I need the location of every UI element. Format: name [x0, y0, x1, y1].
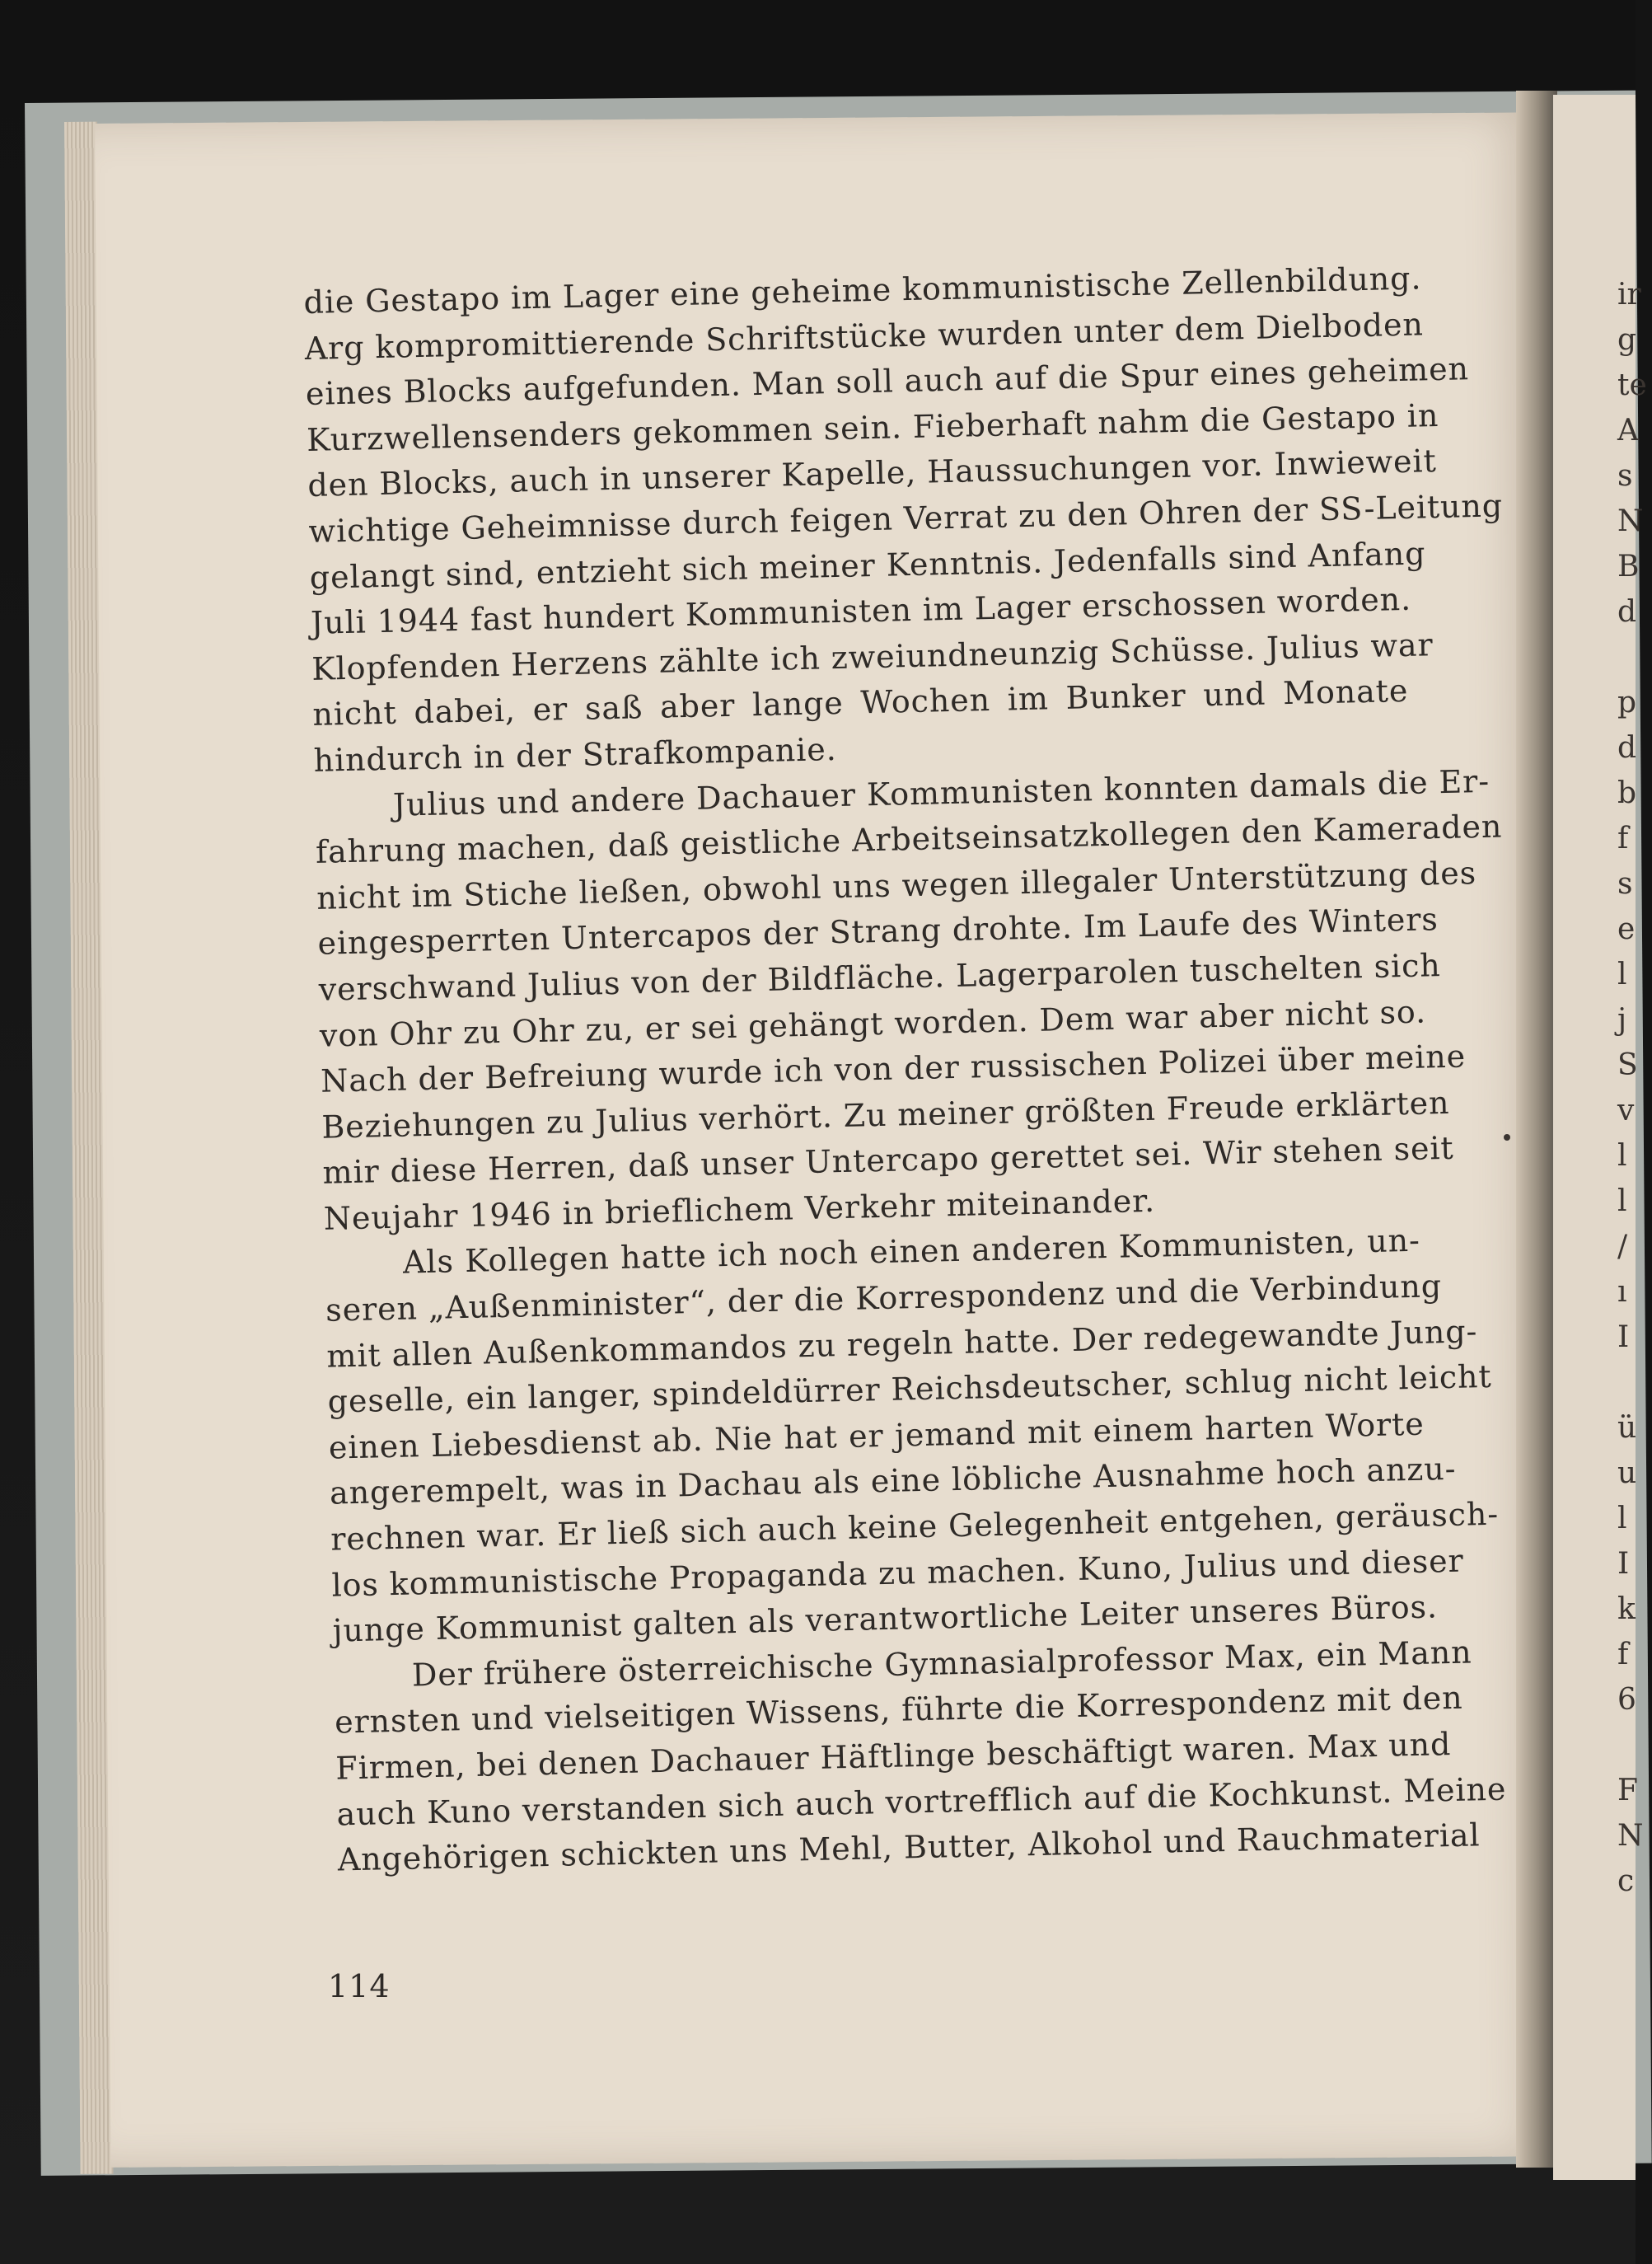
fragment-letter: l — [1617, 1184, 1627, 1218]
text-line: angerempelt, was in Dachau als eine löbliche Ausnahme hoch anzu- — [329, 1451, 1457, 1512]
text-line: geselle, ein langer, spindeldürrer Reichsdeutscher, schlug nicht leicht — [327, 1358, 1493, 1420]
text-line: eines Blocks aufgefunden. Man soll auch auf die Spur eines geheimen — [305, 350, 1470, 413]
fragment-letter — [1617, 1360, 1636, 1405]
fragment-letter: B — [1617, 550, 1640, 584]
text-line: fahrung machen, daß geistliche Arbeitseinsatzkollegen den Kameraden — [315, 808, 1503, 870]
fragment-letter: ü — [1617, 1411, 1637, 1445]
fragment-letter: A — [1617, 414, 1639, 448]
fragment-letter: 6 — [1617, 1683, 1636, 1717]
fragment-letter: c — [1617, 1864, 1635, 1898]
text-line: eingesperrten Untercapos der Strang drohte. Im Laufe des Winters — [317, 901, 1439, 963]
book-gutter — [1516, 91, 1557, 2168]
fragment-letter: S — [1617, 1048, 1638, 1082]
fragment-letter: I — [1617, 1320, 1630, 1354]
text-line: den Blocks, auch in unserer Kapelle, Haussuchungen vor. Inwieweit — [307, 443, 1438, 504]
text-line: hindurch in der Strafkompanie. — [313, 730, 838, 779]
text-line: Angehörigen schickten uns Mehl, Butter, Alkohol und Rauchmaterial — [337, 1816, 1481, 1878]
fragment-letter: te — [1617, 368, 1647, 402]
text-line: Neujahr 1946 in brieflichem Verkehr miteinander. — [323, 1182, 1156, 1237]
page-number: 114 — [328, 1968, 391, 2004]
text-line: Julius und andere Dachauer Kommunisten konnten damals die Er- — [392, 762, 1491, 823]
text-line: einen Liebesdienst ab. Nie hat er jemand mit einem harten Worte — [328, 1405, 1425, 1466]
text-line: Kurzwellensenders gekommen sein. Fieberhaft nahm die Gestapo in — [306, 396, 1439, 458]
text-line: Arg kompromittierende Schriftstücke wurden unter dem Dielboden — [304, 305, 1425, 367]
text-line: Juli 1944 fast hundert Kommunisten im Lager erschossen worden. — [310, 580, 1412, 642]
fragment-letter: e — [1617, 912, 1636, 946]
text-line: nicht dabei, er saß aber lange Wochen im Bunker und Monate — [312, 673, 1409, 734]
fragment-letter — [1617, 635, 1636, 680]
body-text — [303, 256, 1507, 1883]
fragment-letter: d — [1617, 595, 1637, 629]
fragment-letter: d — [1617, 731, 1637, 765]
right-page-fragments — [1617, 272, 1647, 1904]
fragment-letter: b — [1617, 776, 1637, 810]
fragment-letter: I — [1617, 1547, 1630, 1581]
fragment-letter — [1617, 1723, 1636, 1768]
text-line: nicht im Stiche ließen, obwohl uns wegen illegaler Unterstützung des — [316, 854, 1477, 916]
fragment-letter: s — [1617, 867, 1633, 901]
text-line: Der frühere österreichische Gymnasialprofessor Max, ein Mann — [411, 1634, 1472, 1694]
fragment-letter: v — [1617, 1094, 1635, 1127]
fragment-letter: l — [1617, 958, 1627, 991]
text-line: verschwand Julius von der Bildfläche. Lagerparolen tuschelten sich — [318, 946, 1442, 1008]
text-line: Als Kollegen hatte ich noch einen anderen Kommunisten, un- — [402, 1222, 1421, 1282]
fragment-letter: s — [1617, 459, 1633, 493]
fragment-letter: p — [1617, 686, 1637, 720]
text-line: seren „Außenminister“, der die Korrespondenz und die Verbindung — [325, 1268, 1443, 1329]
fragment-letter: N — [1617, 1819, 1644, 1853]
text-line: gelangt sind, entzieht sich meiner Kenntnis. Jedenfalls sind Anfang — [309, 534, 1426, 596]
text-line: von Ohr zu Ohr zu, er sei gehängt worden. Dem war aber nicht so. — [319, 992, 1427, 1054]
text-line: mit allen Außenkommandos zu regeln hatte. Der redegewandte Jung- — [326, 1312, 1478, 1375]
fragment-letter: g — [1617, 323, 1637, 357]
text-line: junge Kommunist galten als verantwortliche Leiter unseres Büros. — [332, 1588, 1439, 1649]
text-line: los kommunistische Propaganda zu machen. Kuno, Julius und dieser — [331, 1542, 1465, 1604]
text-line: wichtige Geheimnisse durch feigen Verrat zu den Ohren der SS-Leitung — [308, 487, 1504, 550]
text-line: Klopfenden Herzens zählte ich zweiundneunzig Schüsse. Julius war — [311, 626, 1434, 687]
fragment-letter: f — [1617, 822, 1629, 855]
text-line: Nach der Befreiung wurde ich von der russischen Polizei über meine — [320, 1038, 1467, 1099]
fragment-letter: l — [1617, 1502, 1627, 1535]
ink-speck — [1504, 1134, 1510, 1141]
fragment-letter: ı — [1617, 1275, 1627, 1309]
text-line: Firmen, bei denen Dachauer Häftlinge beschäftigt waren. Max und — [335, 1726, 1452, 1787]
fragment-letter: ir — [1617, 278, 1641, 312]
fragment-letter: N — [1617, 504, 1644, 538]
fragment-letter: u — [1617, 1456, 1637, 1490]
text-line: mir diese Herren, daß unser Untercapo gerettet sei. Wir stehen seit — [322, 1130, 1455, 1192]
fragment-letter: / — [1617, 1230, 1628, 1263]
fragment-letter: k — [1617, 1592, 1636, 1626]
fragment-letter: f — [1617, 1638, 1629, 1671]
text-line: rechnen war. Er ließ sich auch keine Gelegenheit entgehen, geräusch- — [330, 1495, 1500, 1558]
fragment-letter: F — [1617, 1774, 1638, 1807]
text-line: auch Kuno verstanden sich auch vortrefflich auf die Kochkunst. Meine — [336, 1770, 1507, 1833]
text-line: Beziehungen zu Julius verhört. Zu meiner größten Freude erklärten — [321, 1084, 1450, 1146]
fragment-letter: j — [1617, 1003, 1627, 1037]
fragment-letter: l — [1617, 1139, 1627, 1173]
text-line: die Gestapo im Lager eine geheime kommunistische Zellenbildung. — [303, 260, 1422, 321]
text-line: ernsten und vielseitigen Wissens, führte die Korrespondenz mit den — [334, 1680, 1463, 1741]
